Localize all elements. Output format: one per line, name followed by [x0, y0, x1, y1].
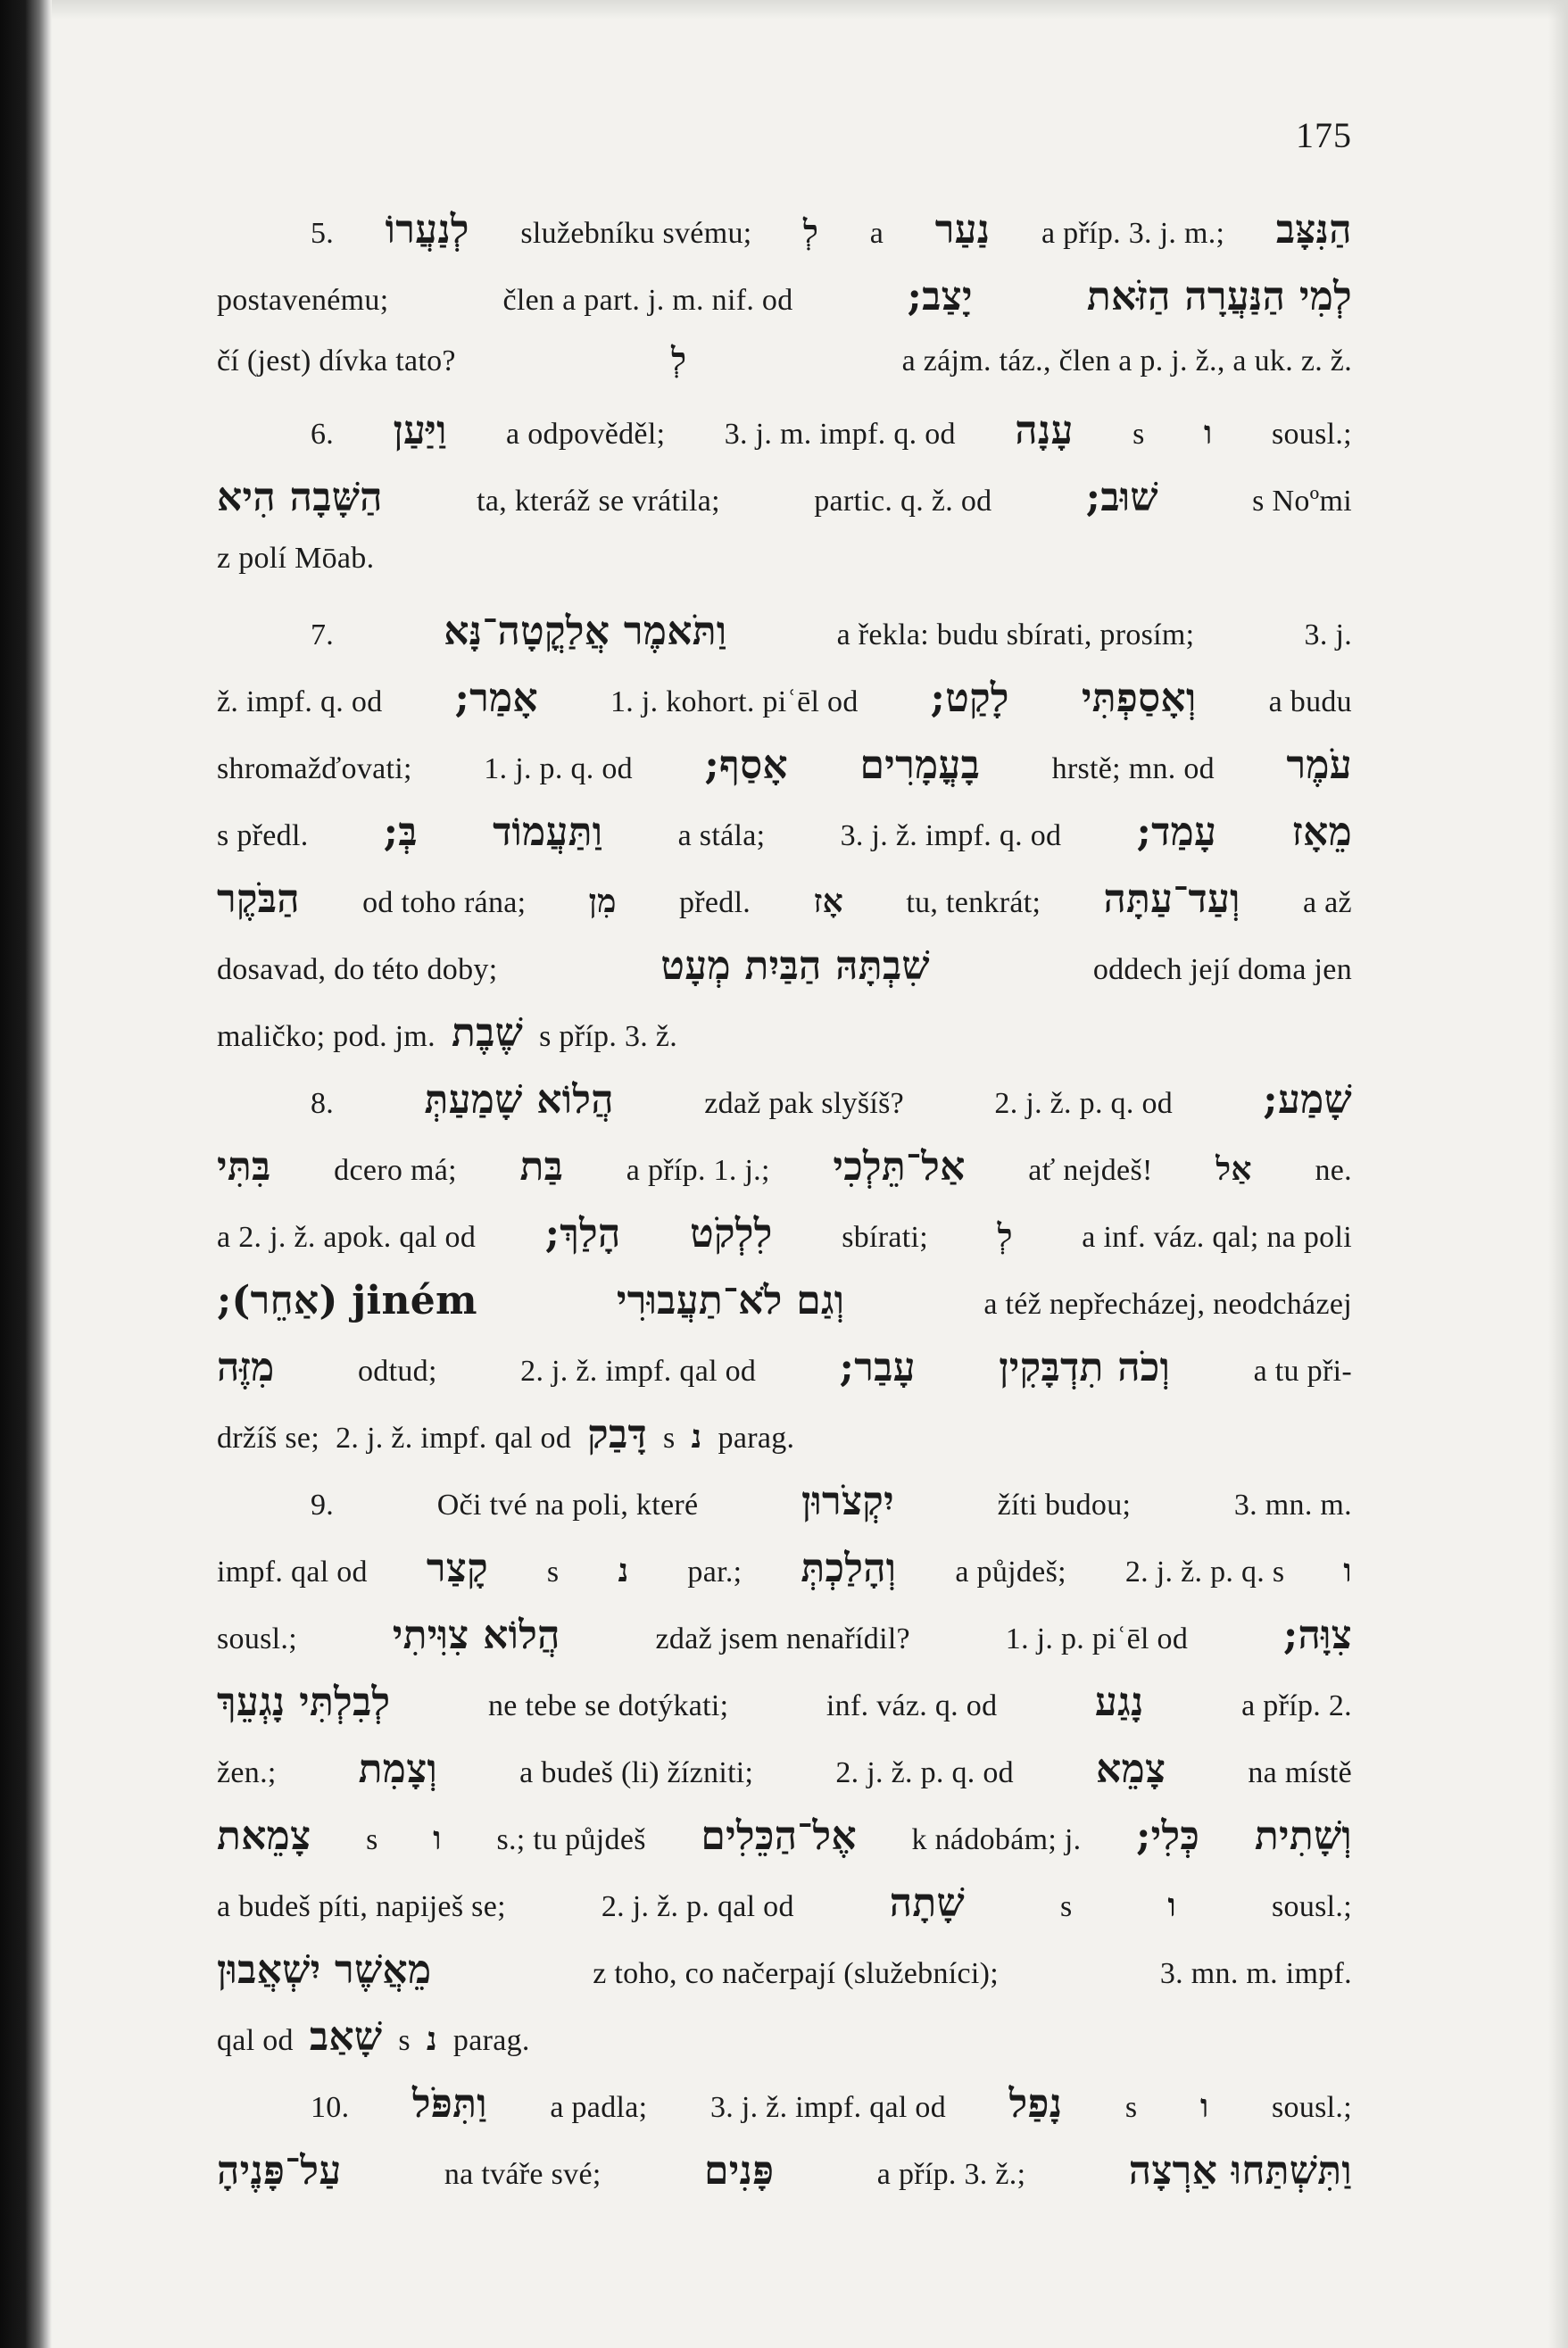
hebrew-word: צָמֵאת [217, 1813, 311, 1859]
czech-gloss: ne tebe se dotýkati; [487, 1689, 729, 1722]
czech-gloss: a řekla: budu sbírati, prosím; [836, 618, 1195, 651]
hebrew-word: מֵאָז [1291, 809, 1352, 855]
hebrew-word: עֹמֶר [1286, 743, 1352, 788]
czech-gloss: dcero má; [334, 1154, 457, 1187]
czech-gloss: k nádobám; j. [911, 1823, 1082, 1856]
commentary-text [217, 207, 1352, 2215]
text-line [217, 1546, 1352, 1613]
hebrew-word: וַתִּשְׁתַּחוּ אַרְצָה [1128, 2148, 1352, 2194]
text-line [217, 475, 1352, 542]
text-line [217, 1412, 1352, 1479]
czech-gloss: 3. j. [1304, 618, 1352, 651]
czech-gloss: postavenému; [217, 284, 389, 317]
hebrew-word: דָּבַק [587, 1412, 647, 1457]
text-line [217, 2014, 1352, 2081]
hebrew-word: לָקַט; [930, 676, 1009, 721]
czech-gloss: dosavad, do této doby; [217, 953, 498, 986]
hebrew-word: עַל־פָּנֶיהָ [217, 2148, 342, 2194]
hebrew-word: יָצַב; [907, 274, 973, 319]
hebrew-word: יִקְצֹרוּן [801, 1479, 894, 1524]
czech-gloss: a příp. 3. j. m.; [1041, 217, 1225, 250]
hebrew-word: מִן [588, 883, 617, 920]
hebrew-word: וְהָלַכְתְּ [801, 1546, 897, 1591]
czech-gloss: a až [1302, 886, 1352, 919]
czech-gloss: zdaž pak slyšíš? [704, 1087, 905, 1120]
czech-gloss: a stála; [677, 819, 766, 852]
hebrew-word: וְכֹה תִדְבָּקִין [999, 1345, 1171, 1390]
text-line [217, 1211, 1352, 1278]
page-number: 175 [1296, 115, 1352, 155]
hebrew-word: אָמַר; [454, 676, 538, 721]
hebrew-word: ו [1199, 2087, 1209, 2125]
czech-gloss: 10. [311, 2091, 350, 2124]
czech-gloss: 7. [311, 618, 335, 651]
czech-gloss: a tu při- [1253, 1355, 1352, 1388]
czech-gloss: tu, tenkrát; [906, 886, 1041, 919]
czech-gloss: parag. [718, 1422, 795, 1455]
czech-gloss: 2. j. ž. p. q. od [835, 1756, 1014, 1789]
czech-gloss: s [1132, 418, 1145, 451]
hebrew-word: עָנָה [1015, 408, 1074, 453]
czech-gloss: Oči tvé na poli, které [436, 1489, 699, 1522]
czech-gloss: a půjdeš; [955, 1556, 1066, 1589]
czech-gloss: z polí Mōab. [217, 542, 375, 575]
hebrew-word: נַעַר [934, 207, 991, 253]
text-line [217, 1947, 1352, 2014]
czech-gloss: 9. [311, 1489, 335, 1522]
hebrew-word: לְנַעֲרוֹ [385, 207, 469, 253]
text-line [217, 2081, 1352, 2148]
czech-gloss: s [1059, 1890, 1073, 1923]
hebrew-word: מִזֶּה [217, 1345, 275, 1390]
czech-gloss: 2. j. ž. p. q. s [1124, 1556, 1285, 1589]
czech-gloss: 8. [311, 1087, 335, 1120]
czech-gloss: s příp. 3. ž. [539, 1020, 678, 1053]
hebrew-word: אֶל־הַכֵּלִים [701, 1813, 857, 1859]
hebrew-word: בַּת [519, 1144, 564, 1190]
hebrew-word: בְּ; [383, 809, 418, 855]
hebrew-word: צִוָּה; [1282, 1613, 1352, 1658]
text-line [217, 943, 1352, 1010]
czech-gloss: a příp. 2. [1241, 1689, 1352, 1722]
hebrew-word: שָׁמַע; [1263, 1077, 1352, 1123]
hebrew-word: הֲלוֹא צִוִּיתִי [392, 1613, 560, 1658]
czech-gloss: zdaž jsem nenařídil? [655, 1622, 910, 1655]
hebrew-word: עָמַד; [1136, 809, 1217, 855]
text-line [217, 1613, 1352, 1680]
czech-gloss: par.; [687, 1556, 743, 1589]
hebrew-word: לְבִלְתִּי נָגְעֵךְ [217, 1680, 391, 1725]
czech-gloss: a příp. 1. j.; [626, 1154, 770, 1187]
czech-gloss: qal od [217, 2024, 294, 2057]
czech-gloss: a odpověděl; [506, 418, 666, 451]
text-line [217, 676, 1352, 743]
czech-gloss: 3. j. ž. impf. qal od [709, 2091, 947, 2124]
hebrew-word: שִׁבְתָּהּ הַבַּיִת מְעָט [660, 943, 930, 989]
page-edge-right [1548, 0, 1568, 2348]
czech-gloss: a zájm. táz., člen a p. j. ž., a uk. z. ž. [901, 344, 1352, 378]
hebrew-word: הָלַךְ; [544, 1211, 621, 1257]
text-line [217, 876, 1352, 943]
hebrew-word: נָפַל [1008, 2081, 1063, 2127]
hebrew-word: נ [426, 2020, 437, 2058]
czech-gloss: s.; tu půjdeš [496, 1823, 646, 1856]
hebrew-word: לְ [803, 213, 819, 251]
hebrew-word: שֶׁבֶת [451, 1010, 524, 1056]
hebrew-word: ו [1343, 1552, 1352, 1589]
hebrew-word: נ [618, 1552, 629, 1589]
czech-gloss: s [662, 1422, 676, 1455]
czech-gloss: sbírati; [842, 1221, 929, 1254]
czech-gloss: žíti budou; [997, 1489, 1132, 1522]
text-line [217, 408, 1352, 475]
hebrew-word: וַתִּפֹּל [411, 2081, 487, 2127]
czech-gloss: žen.; [217, 1756, 277, 1789]
hebrew-word: שָׁאַב [309, 2014, 383, 2060]
text-line [217, 1077, 1352, 1144]
hebrew-word: נ [691, 1418, 702, 1456]
hebrew-word: הֲלוֹא שָׁמַעַתְּ [424, 1077, 614, 1123]
text-line [217, 274, 1352, 341]
hebrew-word: וְאָסַפְתִּי [1081, 676, 1197, 721]
czech-gloss: ta, kteráž se vrátila; [477, 485, 720, 518]
hebrew-word: וְשָׁתִית [1254, 1813, 1352, 1859]
czech-gloss: sousl.; [1271, 418, 1352, 451]
hebrew-word: הַנִּצָּב [1275, 207, 1352, 253]
text-line [217, 1880, 1352, 1947]
text-line [217, 1813, 1352, 1880]
czech-gloss: na místě [1248, 1756, 1352, 1789]
text-line [217, 809, 1352, 876]
czech-gloss: s [398, 2024, 411, 2057]
text-line [217, 207, 1352, 274]
czech-gloss: oddech její doma jen [1092, 953, 1352, 986]
text-line [217, 1010, 1352, 1077]
text-line [217, 1278, 1352, 1345]
czech-gloss: odtud; [358, 1355, 437, 1388]
czech-gloss: ž. impf. q. od [217, 685, 383, 718]
hebrew-word: לְ [997, 1217, 1013, 1255]
hebrew-word: קָצַר [426, 1546, 488, 1591]
hebrew-word: ו [1167, 1887, 1177, 1924]
hebrew-word: לִלְקֹט [690, 1211, 773, 1257]
czech-gloss: 3. mn. m. [1233, 1489, 1352, 1522]
czech-gloss: s [546, 1556, 560, 1589]
hebrew-word: שָׁתָה [889, 1880, 965, 1926]
czech-gloss: shromažďovati; [217, 752, 412, 785]
hebrew-word: שׁוּב; [1085, 475, 1158, 520]
czech-gloss: z toho, co načerpají (služebníci); [593, 1957, 1000, 1990]
czech-gloss: a budu [1268, 685, 1352, 718]
czech-gloss: a též nepřecházej, neodcházej [983, 1288, 1352, 1321]
czech-gloss: služebníku svému; [520, 217, 752, 250]
hebrew-word: וְגַם לֹא־תַעֲבוּרִי [616, 1278, 845, 1323]
hebrew-word: אַל־תֵּלְכִי [833, 1144, 966, 1190]
hebrew-word: הַבֹּקֶר [217, 876, 300, 922]
czech-gloss: 2. j. ž. p. qal od [601, 1890, 794, 1923]
czech-gloss: a padla; [550, 2091, 648, 2124]
czech-gloss: a příp. 3. ž.; [876, 2158, 1026, 2191]
czech-gloss: 2. j. ž. impf. qal od [520, 1355, 757, 1388]
hebrew-word: וְצָמִת [358, 1746, 438, 1792]
hebrew-word: אָז [813, 883, 844, 920]
czech-gloss: 2. j. ž. p. q. od [994, 1087, 1174, 1120]
czech-gloss: a budeš (li) žízniti; [519, 1756, 754, 1789]
czech-gloss: ať nejdeš! [1028, 1154, 1153, 1187]
text-line [217, 2148, 1352, 2215]
hebrew-word: וַתֹּאמֶר אֲלַקֳטָה־נָּא [444, 609, 727, 654]
page-edge-top [52, 0, 1568, 20]
czech-gloss: 1. j. p. q. od [484, 752, 633, 785]
text-line [217, 1746, 1352, 1813]
hebrew-word: וַתַּעֲמוֹד [493, 809, 603, 855]
text-line [217, 341, 1352, 408]
hebrew-word: עָבַר; [839, 1345, 916, 1390]
hebrew-word: כְּלִי; [1136, 1813, 1200, 1859]
text-line [217, 609, 1352, 676]
czech-gloss: 3. j. m. impf. q. od [724, 418, 956, 451]
hebrew-word: הַשָּׁבָה הִיא [217, 475, 383, 520]
hebrew-word: אָסַף; [704, 743, 788, 788]
hebrew-word: בָעֳמָרִים [859, 743, 981, 788]
text-line [217, 1144, 1352, 1211]
czech-gloss: inf. váz. q. od [825, 1689, 998, 1722]
hebrew-word: ו [1204, 414, 1213, 452]
czech-gloss: partic. q. ž. od [814, 485, 992, 518]
czech-gloss: předl. [678, 886, 751, 919]
hebrew-word: בִּתִּי [217, 1144, 271, 1190]
hebrew-word: לְמִי הַנַּעֲרָה הַזֹּאת [1086, 274, 1352, 319]
hebrew-word: לְ [671, 341, 687, 378]
czech-gloss: sousl.; [1272, 2091, 1352, 2124]
hebrew-word: וַיַּעַן [393, 408, 447, 453]
hebrew-word: מֵאֲשֶׁר יִשְׁאֲבוּן [217, 1947, 432, 1993]
czech-gloss: maličko; pod. jm. [217, 1020, 436, 1053]
czech-gloss: ne. [1315, 1154, 1352, 1187]
czech-gloss: s Noºmi [1252, 485, 1352, 518]
czech-gloss: na tváře své; [444, 2158, 601, 2191]
czech-gloss: parag. [452, 2024, 530, 2057]
text-line [217, 1479, 1352, 1546]
czech-gloss: a 2. j. ž. apok. qal od [217, 1221, 477, 1254]
hebrew-word: ו [433, 1820, 442, 1857]
hebrew-word: וְעַד־עַתָּה [1103, 876, 1240, 922]
czech-gloss: impf. qal od [217, 1556, 368, 1589]
czech-gloss: s [1124, 2091, 1138, 2124]
czech-gloss: 6. [311, 418, 335, 451]
czech-gloss: 1. j. p. piʿēl od [1005, 1622, 1189, 1655]
hebrew-word: צָמֵא [1096, 1746, 1166, 1792]
czech-gloss: s předl. [217, 819, 309, 852]
hebrew-word: פָּנִים [703, 2148, 775, 2194]
czech-gloss: 1. j. kohort. piʿēl od [610, 685, 859, 718]
hebrew-word: jiném (אַחֵר); [217, 1278, 477, 1323]
text-line [217, 743, 1352, 809]
hebrew-word: אַל [1215, 1150, 1252, 1188]
czech-gloss: a budeš píti, napiješ se; [217, 1890, 506, 1923]
czech-gloss: sousl.; [1272, 1890, 1352, 1923]
text-line [217, 542, 1352, 609]
czech-gloss: hrstě; mn. od [1051, 752, 1215, 785]
czech-gloss: 3. j. ž. impf. q. od [840, 819, 1062, 852]
czech-gloss: od toho rána; [362, 886, 527, 919]
czech-gloss: 5. [311, 217, 335, 250]
czech-gloss: člen a part. j. m. nif. od [502, 284, 793, 317]
czech-gloss: držíš se; [217, 1422, 320, 1455]
czech-gloss: 2. j. ž. impf. qal od [336, 1422, 572, 1455]
czech-gloss: čí (jest) dívka tato? [217, 344, 456, 378]
czech-gloss: s [366, 1823, 378, 1856]
book-spine-shadow [0, 0, 52, 2348]
text-line [217, 1345, 1352, 1412]
czech-gloss: 3. mn. m. impf. [1159, 1957, 1352, 1990]
hebrew-word: נָגַע [1094, 1680, 1144, 1725]
text-line [217, 1680, 1352, 1746]
czech-gloss: sousl.; [217, 1622, 297, 1655]
czech-gloss: a inf. váz. qal; na poli [1082, 1221, 1352, 1254]
czech-gloss: a [869, 217, 884, 250]
